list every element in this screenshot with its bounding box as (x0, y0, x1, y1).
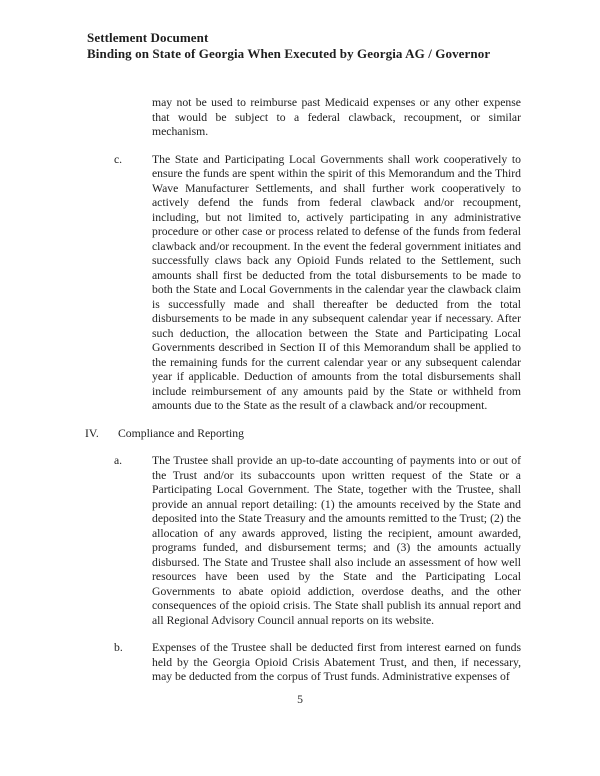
list-item-a-label: a. (114, 454, 123, 467)
intro-paragraph: may not be used to reimburse past Medicaid expenses or any other expense that would be subject to a federal clawback, recoupment, or similar mechanism. (152, 96, 521, 138)
list-item-b-label: b. (114, 641, 123, 654)
header-subtitle-line: Binding on State of Georgia When Executed by Georgia AG / Governor (87, 45, 491, 61)
document-header (87, 30, 490, 61)
page-number: 5 (297, 693, 303, 706)
list-item-b (85, 641, 521, 685)
list-item-c-label: c. (114, 152, 123, 166)
list-item-a-text: The Trustee shall provide an up-to-date accounting of payments into or out of the Trust and/or its subaccounts upon written request of the State or a Participating Local Government. The State, together with the Trustee, shall provide an annual report detailing: (1) the amounts received by the State and deposited into the State Treasury and the amounts remitted to the Trust; (2) the allocation of any awards approved, listing the recipient, amount awarded, programs funded, and disbursement terms; and (3) the amounts actually disbursed. The State and Trustee shall also include an assessment of how well resources have been used by the State and the Participating Local Governments to abate opioid addiction, overdose deaths, and the other consequences of the opioid crisis. The State shall publish its annual report and all Regional Advisory Council annual reports on its website. (152, 454, 521, 627)
list-item-b-text: Expenses of the Trustee shall be deducted first from interest earned on funds held by the Georgia Opioid Crisis Abatement Trust, and then, if necessary, may be deducted from the corpus of Trust funds. Administrative expenses of (152, 641, 521, 683)
list-item-c-text: The State and Participating Local Governments shall work cooperatively to ensure the funds are spent within the spirit of this Memorandum and the Third Wave Manufacturer Settlements, and shall further work cooperatively to actively defend the funds from federal clawback and/or recoupment, including, but not limited to, actively participating in any administrative procedure or other case or process related to defense of the funds from federal clawback and/or recoupment. In the event the federal government initiates and successfully claws back any Opioid Funds related to the Settlement, such amounts shall first be deducted from the total disbursements to be made to both the State and Local Governments in the calendar year the clawback claim is successfully made and shall thereafter be deducted from the total disbursements to be made in any subsequent calendar year if necessary. After such deduction, the allocation between the State and Participating Local Governments described in Section II of this Memorandum shall be applied to the remaining funds for the current calendar year or any subsequent calendar year if applicable. Deduction of amounts from the total disbursements shall include reimbursement of any amounts paid by the State or withheld from amounts due to the State as the result of a clawback and/or recoupment. (152, 152, 521, 412)
header-title-line: Settlement Document (87, 30, 209, 45)
document-body (85, 96, 521, 698)
section-iv-title: Compliance and Reporting (118, 426, 244, 440)
section-heading-iv (85, 427, 521, 442)
list-item-c (85, 153, 521, 414)
list-item-a (85, 454, 521, 628)
section-iv-numeral: IV. (85, 426, 99, 440)
